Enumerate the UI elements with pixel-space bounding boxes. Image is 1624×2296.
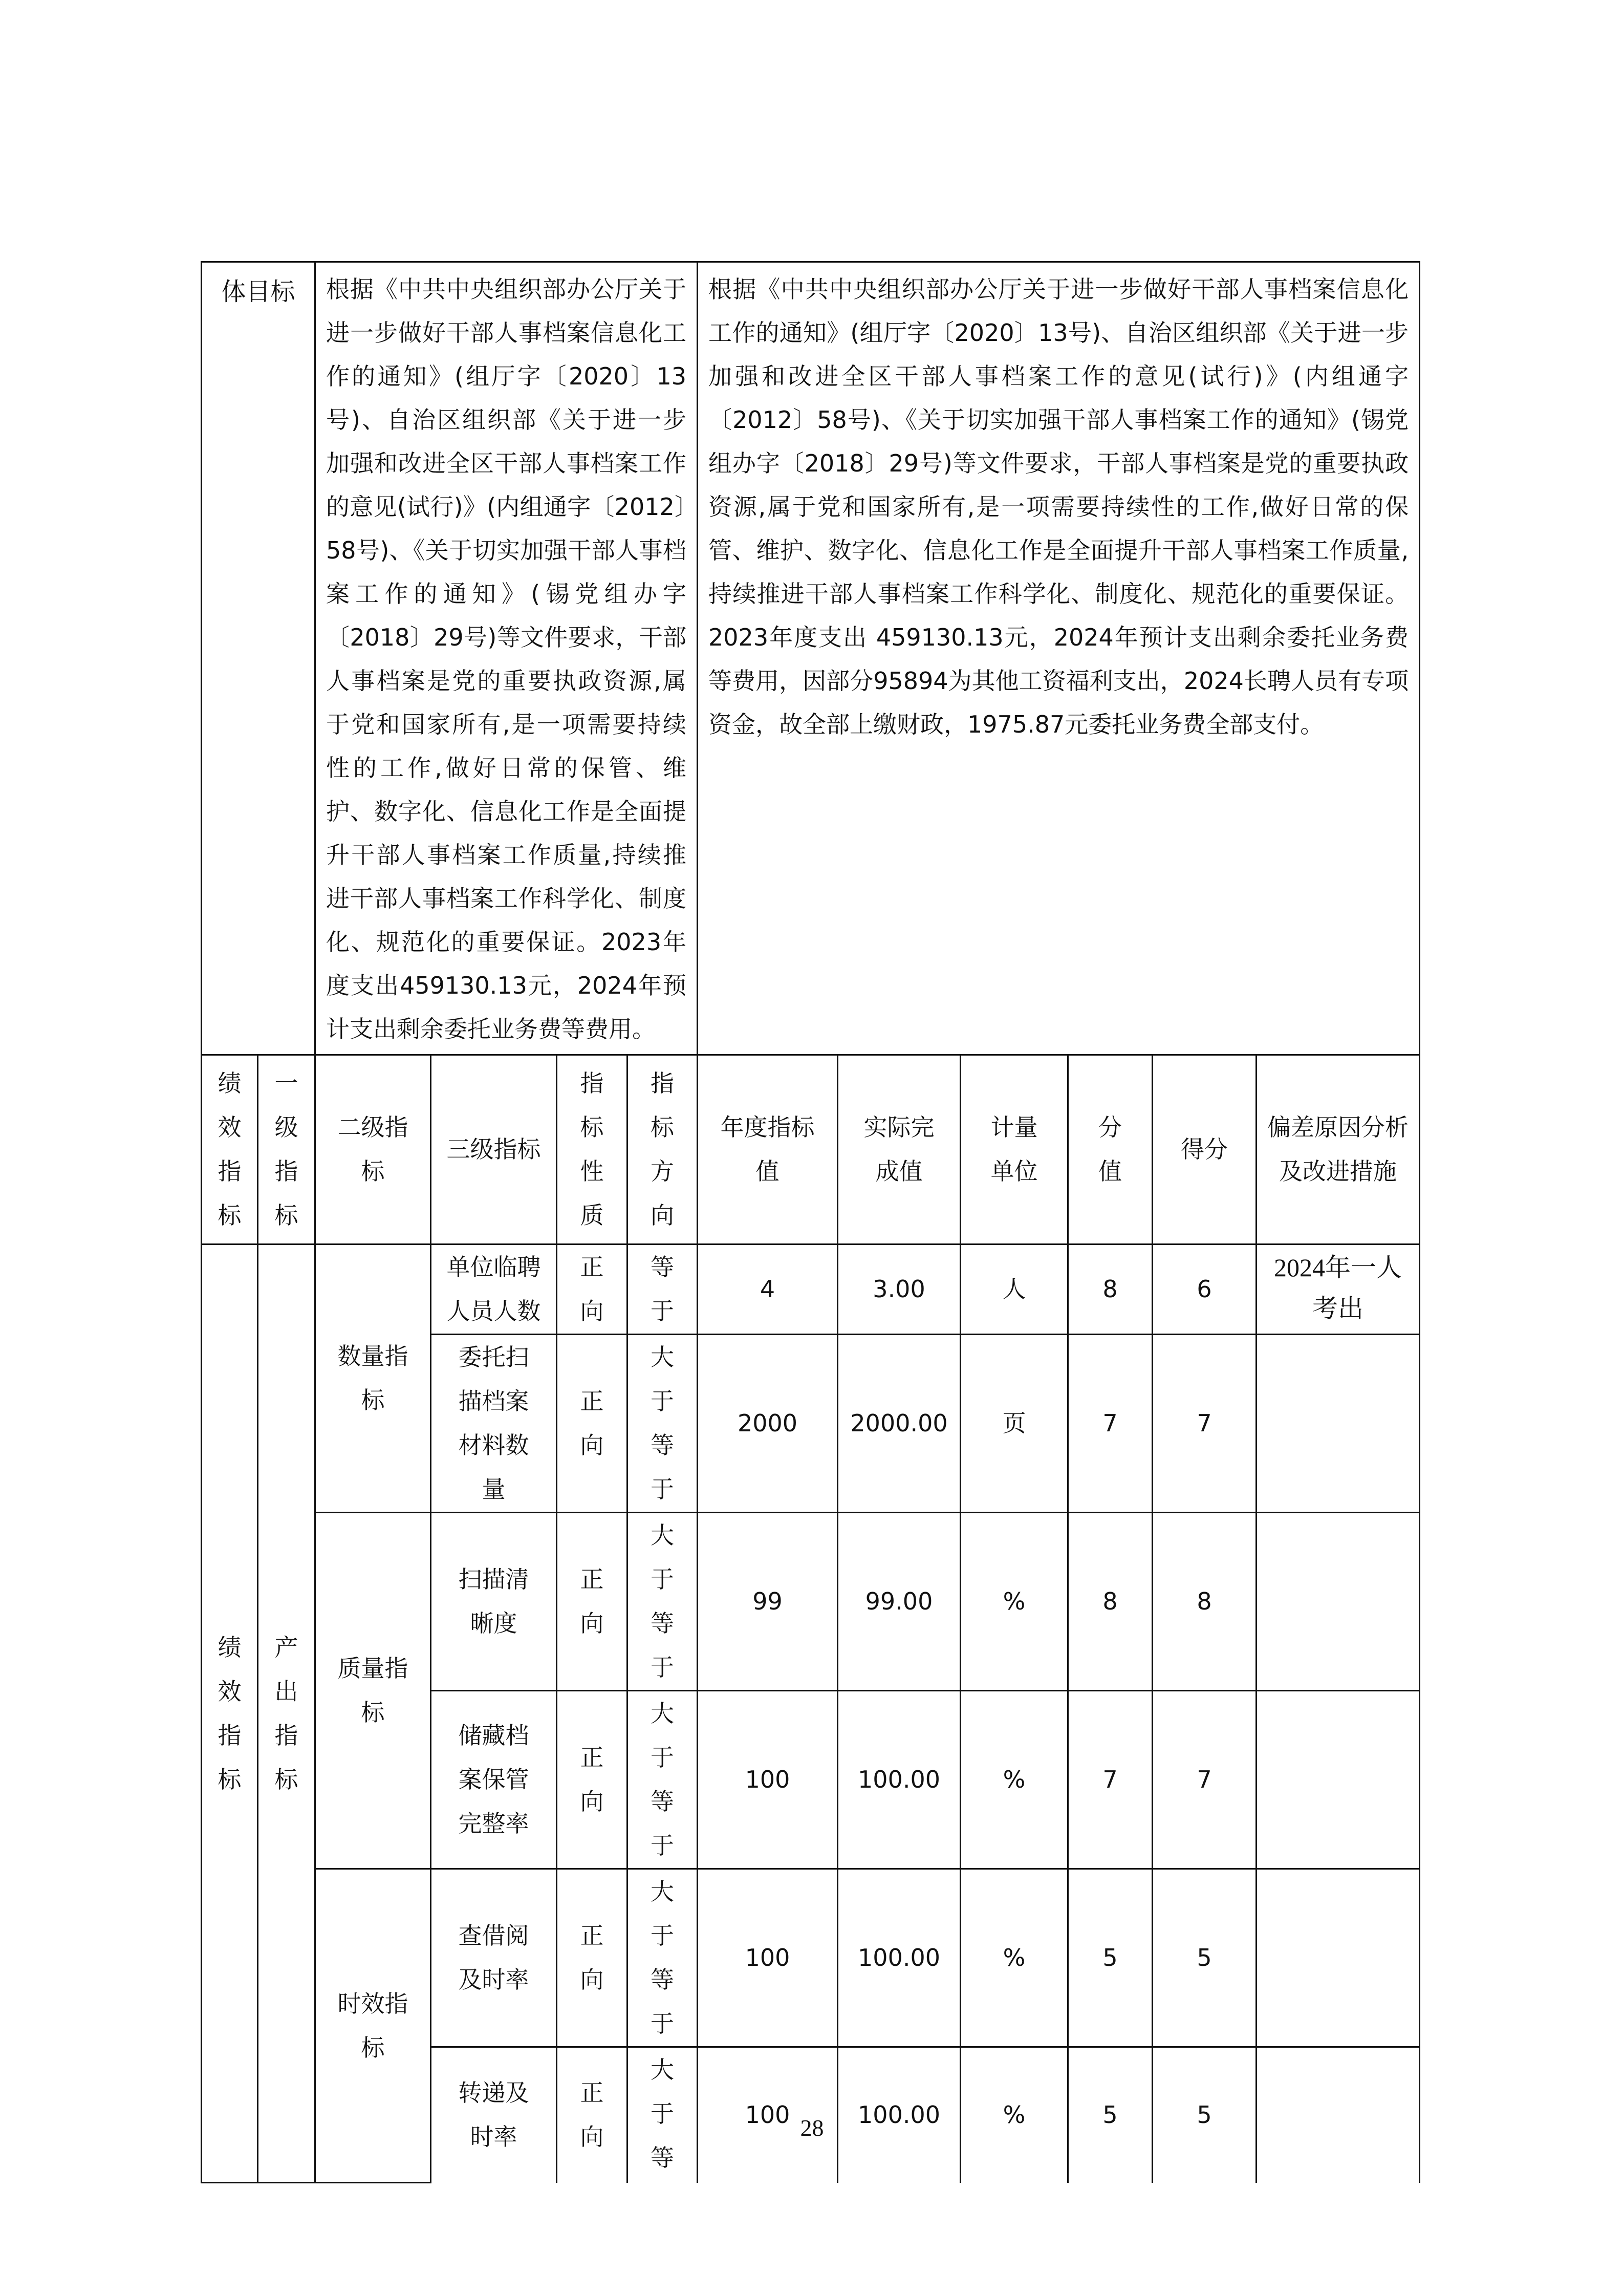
table-header-row xyxy=(202,1055,1420,1244)
header-actual-value: 实际完成值 xyxy=(838,1055,961,1244)
actual-cell: 100.00 xyxy=(838,2047,961,2183)
weight-cell: 8 xyxy=(1068,1513,1153,1691)
level3-cell: 委托扫描档案材料数量 xyxy=(431,1335,557,1513)
weight-cell: 7 xyxy=(1068,1335,1153,1513)
overall-goal-label: 体目标 xyxy=(202,262,315,1055)
nature-cell: 正向 xyxy=(557,2047,627,2183)
score-cell: 6 xyxy=(1153,1244,1257,1335)
score-cell: 5 xyxy=(1153,1869,1257,2047)
unit-cell: 页 xyxy=(961,1335,1068,1513)
weight-cell: 7 xyxy=(1068,1691,1153,1869)
header-score: 得分 xyxy=(1153,1055,1257,1244)
score-cell: 7 xyxy=(1153,1691,1257,1869)
performance-table xyxy=(201,261,1420,2183)
unit-cell: % xyxy=(961,1691,1068,1869)
table-row xyxy=(202,1244,1420,1335)
target-cell: 100 xyxy=(698,1691,838,1869)
weight-cell: 5 xyxy=(1068,2047,1153,2183)
nature-cell: 正向 xyxy=(557,1335,627,1513)
nature-cell: 正向 xyxy=(557,1869,627,2047)
header-nature: 指标性质 xyxy=(557,1055,627,1244)
target-cell: 99 xyxy=(698,1513,838,1691)
actual-cell: 100.00 xyxy=(838,1691,961,1869)
page-number: 28 xyxy=(800,2115,824,2141)
unit-cell: % xyxy=(961,1869,1068,2047)
level3-cell: 储藏档案保管完整率 xyxy=(431,1691,557,1869)
nature-cell: 正向 xyxy=(557,1244,627,1335)
nature-cell: 正向 xyxy=(557,1513,627,1691)
direction-cell: 大于等于 xyxy=(627,1869,698,2047)
weight-cell: 5 xyxy=(1068,1869,1153,2047)
deviation-cell xyxy=(1257,1513,1420,1691)
actual-cell: 99.00 xyxy=(838,1513,961,1691)
target-cell: 100 xyxy=(698,2047,838,2183)
score-cell: 8 xyxy=(1153,1513,1257,1691)
level2-cell: 数量指标 xyxy=(315,1244,431,1513)
unit-cell: 人 xyxy=(961,1244,1068,1335)
unit-cell: % xyxy=(961,1513,1068,1691)
unit-cell: % xyxy=(961,2047,1068,2183)
perf-group-cell: 绩效指标 xyxy=(202,1244,258,2183)
weight-cell: 8 xyxy=(1068,1244,1153,1335)
target-cell: 100 xyxy=(698,1869,838,2047)
header-unit: 计量单位 xyxy=(961,1055,1068,1244)
header-perf: 绩效指标 xyxy=(202,1055,258,1244)
score-cell: 7 xyxy=(1153,1335,1257,1513)
header-level2: 二级指标 xyxy=(315,1055,431,1244)
level2-cell: 质量指标 xyxy=(315,1513,431,1869)
level3-cell: 扫描清晰度 xyxy=(431,1513,557,1691)
table-row xyxy=(202,1869,1420,2047)
deviation-cell xyxy=(1257,1869,1420,2047)
table-row xyxy=(202,1513,1420,1691)
level2-cell: 时效指标 xyxy=(315,1869,431,2183)
direction-cell: 大于等于 xyxy=(627,1691,698,1869)
header-direction: 指标方向 xyxy=(627,1055,698,1244)
actual-goal-text: 根据《中共中央组织部办公厅关于进一步做好干部人事档案信息化工作的通知》(组厅字〔2020〕13号)、自治区组织部《关于进一步加强和改进全区干部人事档案工作的意见(试行)》(内组通字〔2012〕58号)、《关于切实加强干部人事档案工作的通知》(锡党组办字〔2018〕29号)等文件要求，干部人事档案是党的重要执政资源,属于党和国家所有,是一项需要持续性的工作,做好日常的保管、维护、数字化、信息化工作是全面提升干部人事档案工作质量,持续推进干部人事档案工作科学化、制度化、规范化的重要保证。2023年度支出 459130.13元，2024年预计支出剩余委托业务费等费用，因部分95894为其他工资福利支出，2024长聘人员有专项资金，故全部上缴财政，1975.87元委托业务费全部支付。 xyxy=(698,262,1420,1055)
direction-cell: 等于 xyxy=(627,1244,698,1335)
overall-goal-row xyxy=(202,262,1420,1055)
direction-cell: 大于等于 xyxy=(627,1513,698,1691)
level3-cell: 查借阅及时率 xyxy=(431,1869,557,2047)
nature-cell: 正向 xyxy=(557,1691,627,1869)
direction-cell: 大于等于 xyxy=(627,1335,698,1513)
deviation-cell xyxy=(1257,1335,1420,1513)
target-cell: 4 xyxy=(698,1244,838,1335)
planned-goal-text: 根据《中共中央组织部办公厅关于进一步做好干部人事档案信息化工作的通知》(组厅字〔2020〕13号)、自治区组织部《关于进一步加强和改进全区干部人事档案工作的意见(试行)》(内组通字〔2012〕58号)、《关于切实加强干部人事档案工作的通知》(锡党组办字〔2018〕29号)等文件要求，干部人事档案是党的重要执政资源,属于党和国家所有,是一项需要持续性的工作,做好日常的保管、维护、数字化、信息化工作是全面提升干部人事档案工作质量,持续推进干部人事档案工作科学化、制度化、规范化的重要保证。2023年度支出459130.13元，2024年预计支出剩余委托业务费等费用。 xyxy=(315,262,698,1055)
header-level3: 三级指标 xyxy=(431,1055,557,1244)
header-level1: 一级指标 xyxy=(258,1055,315,1244)
deviation-cell: 2024年一人考出 xyxy=(1257,1244,1420,1335)
actual-cell: 3.00 xyxy=(838,1244,961,1335)
level3-cell: 转递及时率 xyxy=(431,2047,557,2183)
score-cell: 5 xyxy=(1153,2047,1257,2183)
direction-cell: 大于等 xyxy=(627,2047,698,2183)
header-annual-target: 年度指标值 xyxy=(698,1055,838,1244)
actual-cell: 2000.00 xyxy=(838,1335,961,1513)
deviation-cell xyxy=(1257,1691,1420,1869)
level3-cell: 单位临聘人员人数 xyxy=(431,1244,557,1335)
target-cell: 2000 xyxy=(698,1335,838,1513)
header-deviation: 偏差原因分析及改进措施 xyxy=(1257,1055,1420,1244)
actual-cell: 100.00 xyxy=(838,1869,961,2047)
header-weight: 分值 xyxy=(1068,1055,1153,1244)
level1-group-cell: 产出指标 xyxy=(258,1244,315,2183)
